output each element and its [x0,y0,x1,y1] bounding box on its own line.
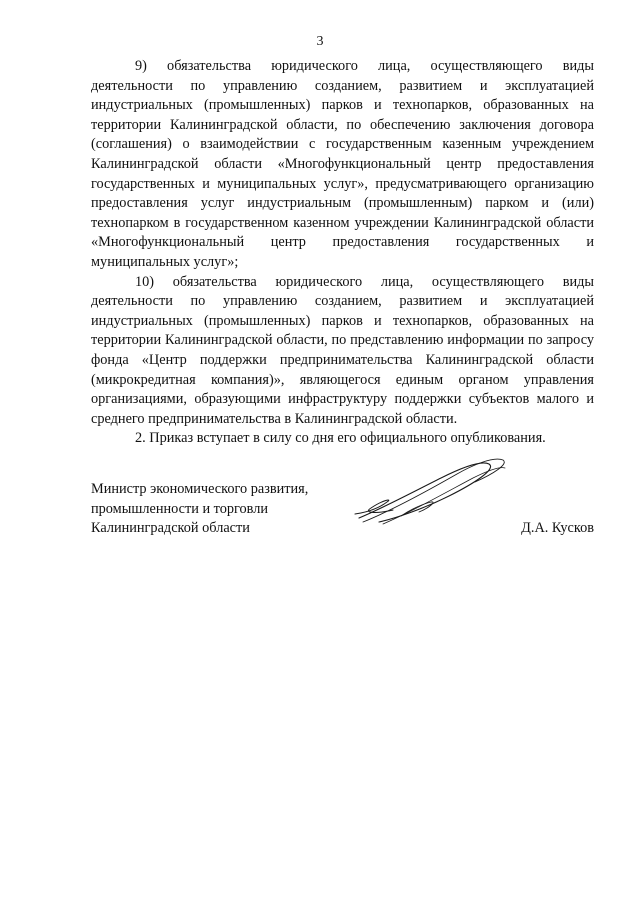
paragraph-effective-date: 2. Приказ вступает в силу со дня его официального опубликования. [135,430,546,447]
signatory-position-line: промышленности и торговли [91,500,269,517]
paragraph-item-9: 9) обязательства юридического лица, осуществляющего виды деятельности по управлению созданием, развитием и эксплуатацией индустриальных (промышленных) парков и технопарков, образованных на территории Калининградской области, по обеспечению заключения договора (соглашения) о взаимодействии с государственным казенным учреждением Калининградской области «Многофункциональный центр предоставления государственных и муниципальных услуг», предусматривающего организацию предоставления услуг индустриальным (промышленным) парком и (или) технопарком в государственном казенном учреждении Калининградской области «Многофункциональный центр предоставления государственных и муниципальных услуг»; [91,58,594,270]
paragraph-item-10: 10) обязательства юридического лица, осуществляющего виды деятельности по управлению созданием, развитием и эксплуатацией индустриальных (промышленных) парков и технопарков, образованных на территории Калининградской области, по представлению информации по запросу фонда «Центр поддержки предпринимательства Калининградской области (микрокредитная компания)», являющегося единым органом управления организациями, образующими инфраструктуру поддержки субъектов малого и среднего предпринимательства в Калининградской области. [91,273,594,427]
document-body [91,57,594,449]
signature-block [91,480,594,560]
signatory-position [91,480,351,539]
signatory-position-line: Министр экономического развития, [91,481,309,497]
page-number: 3 [316,34,324,49]
handwritten-signature [353,452,513,532]
signatory-name: Д.А. Кусков [521,520,594,536]
signatory-position-line: Калининградской области [91,520,250,537]
